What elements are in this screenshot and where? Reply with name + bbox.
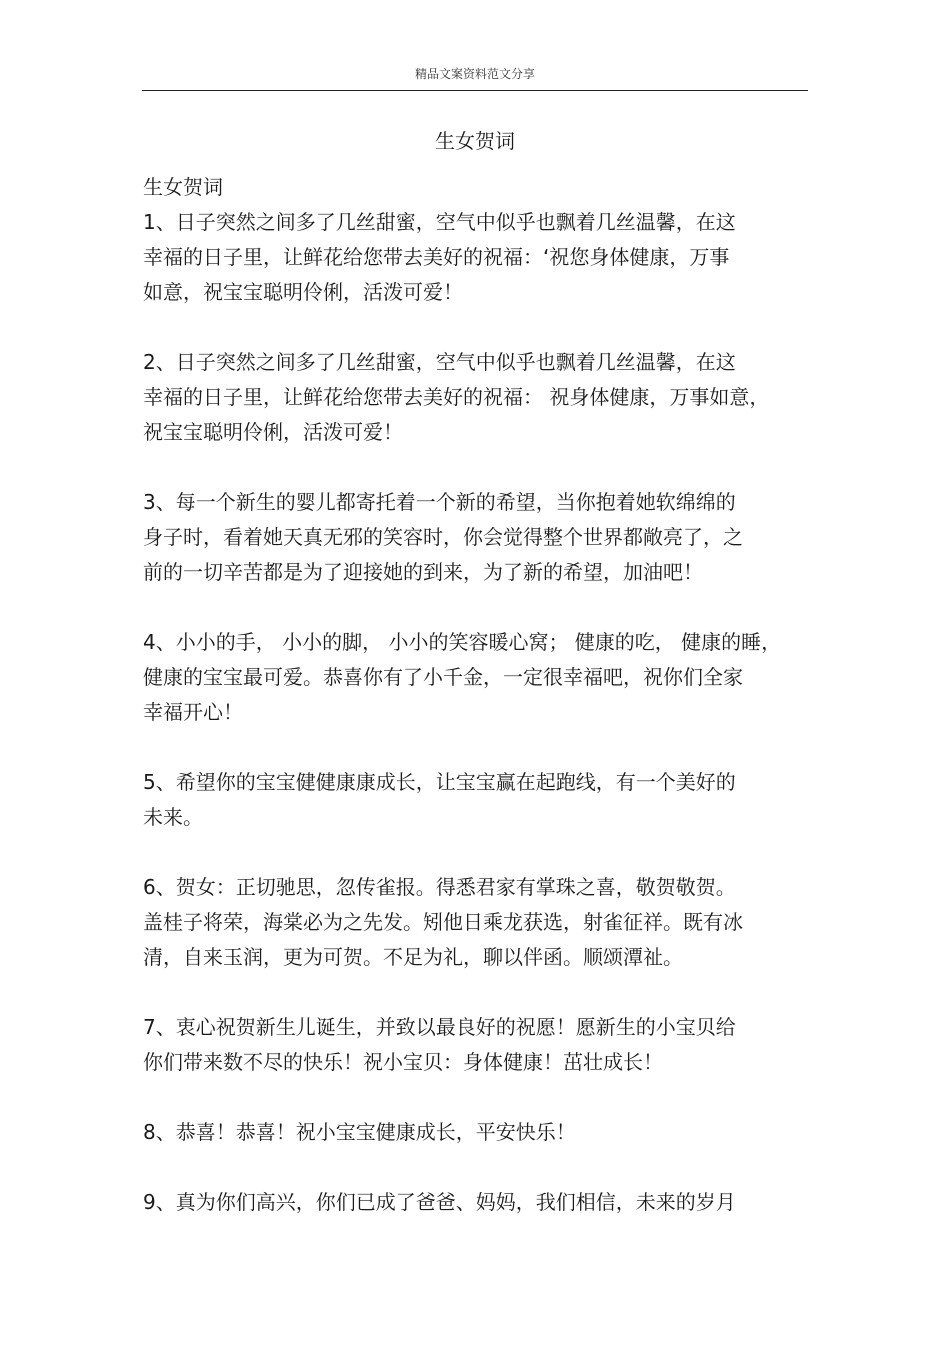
paragraph-line: 7、衷心祝贺新生儿诞生，并致以最良好的祝愿！愿新生的小宝贝给 <box>143 1015 736 1039</box>
paragraph-line: 你们带来数不尽的快乐！祝小宝贝：身体健康！茁壮成长！ <box>143 1050 663 1074</box>
greeting-paragraph <box>143 205 793 310</box>
greeting-paragraph <box>143 765 793 835</box>
document-title: 生女贺词 <box>435 129 515 153</box>
paragraph-line: 前的一切辛苦都是为了迎接她的到来，为了新的希望，加油吧！ <box>143 560 703 584</box>
paragraph-line: 4、小小的手， 小小的脚， 小小的笑容暖心窝； 健康的吃， 健康的睡， <box>143 630 782 654</box>
paragraph-line: 3、每一个新生的婴儿都寄托着一个新的希望，当你抱着她软绵绵的 <box>143 490 736 514</box>
greeting-paragraph <box>143 345 793 450</box>
paragraph-line: 幸福开心！ <box>143 700 243 724</box>
paragraph-line: 清，自来玉润，更为可贺。不足为礼，聊以伴函。顺颂潭祉。 <box>143 945 683 969</box>
paragraph-list <box>143 205 793 1220</box>
page-header-text: 精品文案资料范文分享 <box>414 67 535 81</box>
header-divider <box>142 90 808 91</box>
greeting-paragraph <box>143 625 793 730</box>
document-subtitle: 生女贺词 <box>143 175 223 199</box>
paragraph-line: 1、日子突然之间多了几丝甜蜜，空气中似乎也飘着几丝温馨，在这 <box>143 210 736 234</box>
paragraph-line: 8、恭喜！恭喜！祝小宝宝健康成长，平安快乐！ <box>143 1120 576 1144</box>
paragraph-line: 9、真为你们高兴，你们已成了爸爸、妈妈，我们相信，未来的岁月 <box>143 1190 736 1214</box>
paragraph-line: 如意，祝宝宝聪明伶俐，活泼可爱！ <box>143 280 463 304</box>
paragraph-line: 幸福的日子里，让鲜花给您带去美好的祝福： 祝身体健康，万事如意， <box>143 385 770 409</box>
greeting-paragraph <box>143 870 793 975</box>
greeting-paragraph <box>143 485 793 590</box>
paragraph-line: 未来。 <box>143 805 203 829</box>
greeting-paragraph <box>143 1185 793 1220</box>
paragraph-line: 6、贺女：正切驰思，忽传雀报。得悉君家有掌珠之喜，敬贺敬贺。 <box>143 875 736 899</box>
greeting-paragraph <box>143 1010 793 1080</box>
document-body <box>143 170 793 1255</box>
paragraph-line: 身子时，看着她天真无邪的笑容时，你会觉得整个世界都敞亮了，之 <box>143 525 743 549</box>
paragraph-line: 盖桂子将荣，海棠必为之先发。矧他日乘龙获选，射雀征祥。既有冰 <box>143 910 743 934</box>
paragraph-line: 5、希望你的宝宝健健康康成长，让宝宝赢在起跑线，有一个美好的 <box>143 770 736 794</box>
paragraph-line: 健康的宝宝最可爱。恭喜你有了小千金，一定很幸福吧，祝你们全家 <box>143 665 743 689</box>
greeting-paragraph <box>143 1115 793 1150</box>
paragraph-line: 祝宝宝聪明伶俐，活泼可爱！ <box>143 420 403 444</box>
paragraph-line: 幸福的日子里，让鲜花给您带去美好的祝福：‘祝您身体健康，万事 <box>143 245 730 269</box>
paragraph-line: 2、日子突然之间多了几丝甜蜜，空气中似乎也飘着几丝温馨，在这 <box>143 350 736 374</box>
